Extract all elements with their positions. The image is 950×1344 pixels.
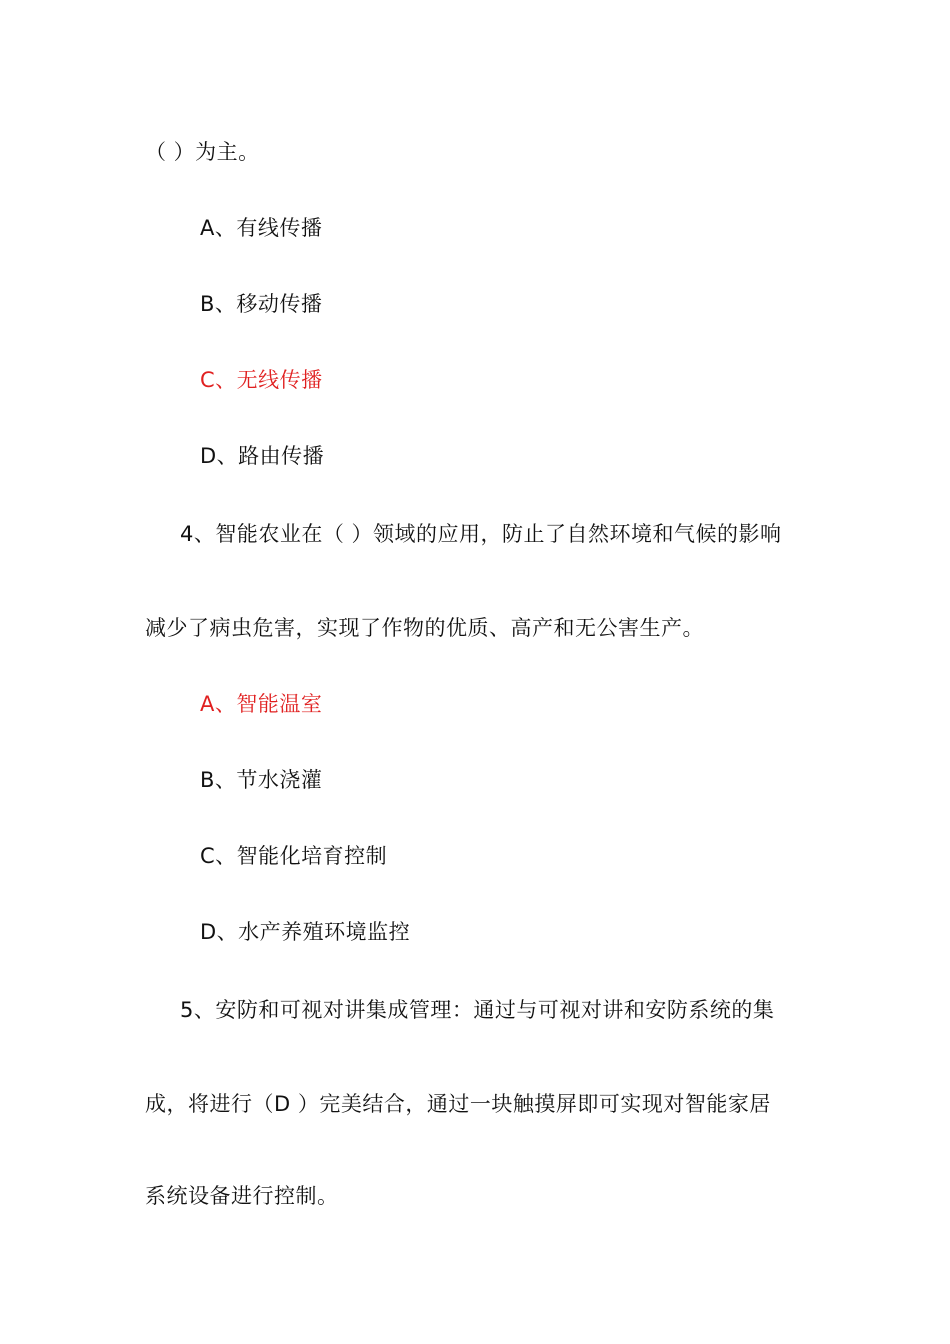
q5-stem-line1: 5、安防和可视对讲集成管理：通过与可视对讲和安防系统的集 [180, 998, 775, 1022]
q4-option-d: D、水产养殖环境监控 [200, 920, 411, 944]
q4-option-a-answer: A、智能温室 [200, 692, 323, 716]
q3-option-d: D、路由传播 [200, 444, 325, 468]
q5-stem-line3: 系统设备进行控制。 [145, 1184, 339, 1208]
q3-stem-tail: （ ）为主。 [145, 140, 260, 164]
q3-option-b: B、移动传播 [200, 292, 323, 316]
q3-option-c-answer: C、无线传播 [200, 368, 323, 392]
q4-stem-line1: 4、智能农业在（ ）领域的应用，防止了自然环境和气候的影响 [180, 522, 782, 546]
q4-option-b: B、节水浇灌 [200, 768, 323, 792]
q3-option-a: A、有线传播 [200, 216, 323, 240]
q4-option-c: C、智能化培育控制 [200, 844, 388, 868]
q5-stem-line2: 成，将进行（D ）完美结合，通过一块触摸屏即可实现对智能家居 [145, 1092, 771, 1116]
q4-stem-line2: 减少了病虫危害，实现了作物的优质、高产和无公害生产。 [145, 616, 704, 640]
